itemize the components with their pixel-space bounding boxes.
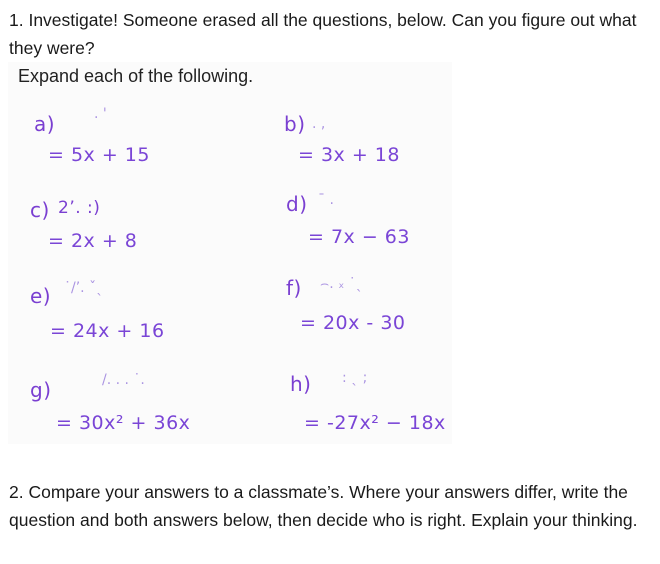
item-a-erased-residue: . ' [94,106,107,122]
question-1-text: 1. Investigate! Someone erased all the questions, below. Can you figure out what they were? [9,10,637,58]
item-g-label: g) [30,378,52,402]
item-b-label: b) [284,112,306,136]
item-h-answer: = -27x² − 18x [304,412,446,434]
item-d-answer: = 7x − 63 [308,226,410,248]
item-f-label: f) [286,276,302,300]
item-b-erased-residue: . , [312,116,326,132]
question-2-text: 2. Compare your answers to a classmate’s. Where your answers differ, write the question and both answers below, then decide who is right. Explain your thinking. [9,482,638,530]
item-b-answer: = 3x + 18 [298,144,400,166]
item-g-erased-residue: /. . . ˙. [102,372,145,388]
item-e-erased-residue: ˙/’. ˇˎ [64,280,104,296]
item-g-answer: = 30x² + 36x [56,412,191,434]
item-c-label: c) [30,198,50,222]
worksheet-instruction: Expand each of the following. [18,66,254,86]
item-c-erased-residue: 2’. :) [58,198,101,218]
handwritten-worksheet [8,62,452,444]
item-a-answer: = 5x + 15 [48,144,150,166]
item-h-erased-residue: : ˎ ; [342,370,368,386]
item-f-erased-residue: ⌢. ₓ ˙ˎ [320,276,363,292]
item-c-answer: = 2x + 8 [48,230,138,252]
item-d-label: d) [286,192,308,216]
item-d-erased-residue: ˉ . [318,192,334,208]
item-a-label: a) [34,112,56,136]
item-e-answer: = 24x + 16 [50,320,165,342]
item-e-label: e) [30,284,52,308]
item-h-label: h) [290,372,312,396]
item-f-answer: = 20x - 30 [300,312,406,334]
